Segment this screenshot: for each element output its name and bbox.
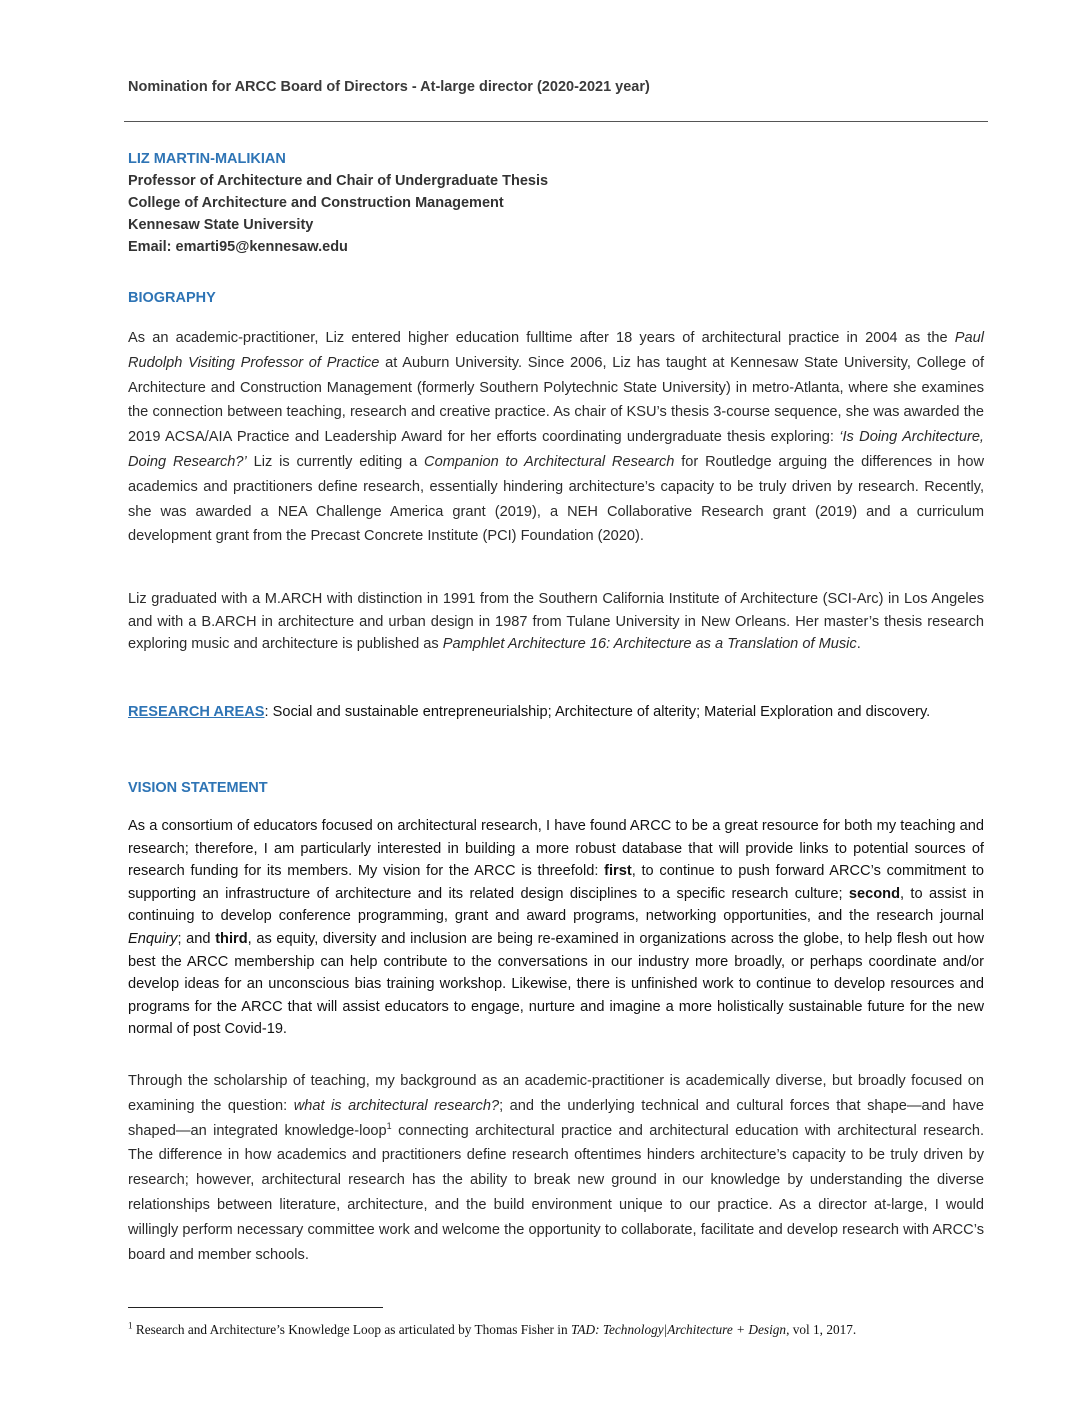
- text-run: Liz is currently editing a: [246, 453, 425, 470]
- text-run: connecting architectural practice and architectural education with architectural research. The difference in how academics and practitioners define research oftentimes hinders architecture’s capacity to be truly driven by research; however, architectural research has the ability to break new ground in our knowledge by understanding the diverse relationships between literature, architecture, and the build environment unique to our practice. As a director at-large, I would willingly perform necessary committee work and welcome the opportunity to collaborate, facilitate and develop research with ARCC’s board and member schools.: [128, 1122, 984, 1263]
- text-run: , as equity, diversity and inclusion are being re-examined in organizations across the globe, to help flesh out how best the ARCC membership can help contribute to the conversations in our industry more broadly, or perhaps coordinate and/or develop ideas for an unconscious bias training workshop. Likewise, there is unfinished work to continue to develop resources and programs for the ARCC that will assist educators to engage, nurture and imagine a more holistically sustainable future for the new normal of post Covid-19.: [128, 930, 984, 1038]
- text-run: Liz graduated with a M.ARCH with distinction in 1991 from the Southern California Institute of Architecture (SCI-Arc) in Los Angeles and with a B.ARCH in architecture and urban design in 1987 from Tulane University in New Orleans. Her master’s thesis research exploring music and architecture is published as: [128, 591, 984, 653]
- biography-paragraph-2: [128, 588, 984, 656]
- text-run: , to continue to push forward ARCC’s commitment to supporting an infrastructure of architecture and its related design disciplines to a specific research culture;: [128, 863, 985, 902]
- text-run: ; and: [177, 930, 216, 947]
- text-run-italic: Paul Rudolph Visiting Professor of Practice: [128, 330, 984, 371]
- nominee-email: Email: emarti95@kennesaw.edu: [128, 239, 348, 255]
- text-run-italic: Pamphlet Architecture 16: Architecture as a Translation of Music: [442, 636, 857, 653]
- header-divider: [124, 121, 988, 122]
- nominee-university: Kennesaw State University: [128, 217, 314, 233]
- research-areas-paragraph: [128, 701, 984, 724]
- text-run: Through the scholarship of teaching, my background as an academic-practitioner is academically diverse, but broadly focused on examining the question:: [128, 1073, 984, 1114]
- vision-paragraph-1: [128, 815, 984, 1041]
- text-run-italic: ‘Is Doing Architecture, Doing Research?’: [128, 429, 984, 470]
- nominee-title: Professor of Architecture and Chair of Undergraduate Thesis: [128, 173, 549, 189]
- text-run: ; and the underlying technical and cultural forces that shape—and have shaped—an integrated knowledge-loop: [128, 1097, 984, 1139]
- vision-statement-heading: VISION STATEMENT: [128, 780, 268, 796]
- footnote: [128, 1322, 856, 1338]
- text-run-italic: Companion to Architectural Research: [424, 453, 675, 470]
- text-run: As an academic-practitioner, Liz entered higher education fulltime after 18 years of architectural practice in 2004 as the: [128, 330, 955, 346]
- text-run-italic: TAD: Technology|Architecture + Design: [570, 1322, 787, 1337]
- text-run: , vol 1, 2017.: [786, 1322, 857, 1337]
- text-run-bold: second: [848, 885, 901, 902]
- text-run-italic: Enquiry: [128, 930, 178, 947]
- text-run: .: [856, 636, 861, 653]
- text-run: , to assist in continuing to develop conference programming, grant and award programs, networking opportunities, and the research journal: [128, 885, 984, 925]
- vision-paragraph-2: [128, 1069, 984, 1267]
- nominee-name: LIZ MARTIN-MALIKIAN: [128, 151, 286, 167]
- text-run: at Auburn University. Since 2006, Liz has taught at Kennesaw State University, College of Architecture and Construction Management (formerly Southern Polytechnic State University) in metro-Atlanta, where she examines the connection between teaching, research and creative practice. As chair of KSU’s thesis 3-course sequence, she was awarded the 2019 ACSA/AIA Practice and Leadership Award for her efforts coordinating undergraduate thesis exploring:: [128, 354, 984, 446]
- document-header: Nomination for ARCC Board of Directors - At-large director (2020-2021 year): [128, 79, 650, 95]
- text-run-bold: first: [604, 863, 632, 880]
- biography-paragraph-1: [128, 326, 984, 549]
- text-run-italic: what is architectural research?: [293, 1097, 500, 1114]
- text-run: As a consortium of educators focused on architectural research, I have found ARCC to be a great resource for both my teaching and research; therefore, I am particularly interested in building a more robust database that will provide links to potential sources of research funding for its members. My vision for the ARCC is threefold:: [128, 818, 984, 880]
- contact-block: [128, 148, 548, 258]
- nominee-college: College of Architecture and Construction Management: [128, 195, 504, 211]
- footnote-number: 1: [128, 1320, 133, 1331]
- footnote-reference: 1: [386, 1120, 392, 1131]
- text-run: : Social and sustainable entrepreneurialship; Architecture of alterity; Material Exploration and discovery.: [264, 704, 931, 720]
- biography-heading: BIOGRAPHY: [128, 290, 216, 306]
- text-run: Research and Architecture’s Knowledge Loop as articulated by Thomas Fisher in: [132, 1322, 571, 1337]
- footnote-divider: [128, 1307, 383, 1308]
- text-run-bold: third: [215, 930, 248, 947]
- text-run: for Routledge arguing the differences in how academics and practitioners define research, essentially hindering architecture’s capacity to be truly driven by research. Recently, she was awarded a NEA Challenge America grant (2019), a NEH Collaborative Research grant (2019) and a curriculum development grant from the Precast Concrete Institute (PCI) Foundation (2020).: [128, 453, 984, 545]
- research-areas-label: RESEARCH AREAS: [128, 704, 265, 720]
